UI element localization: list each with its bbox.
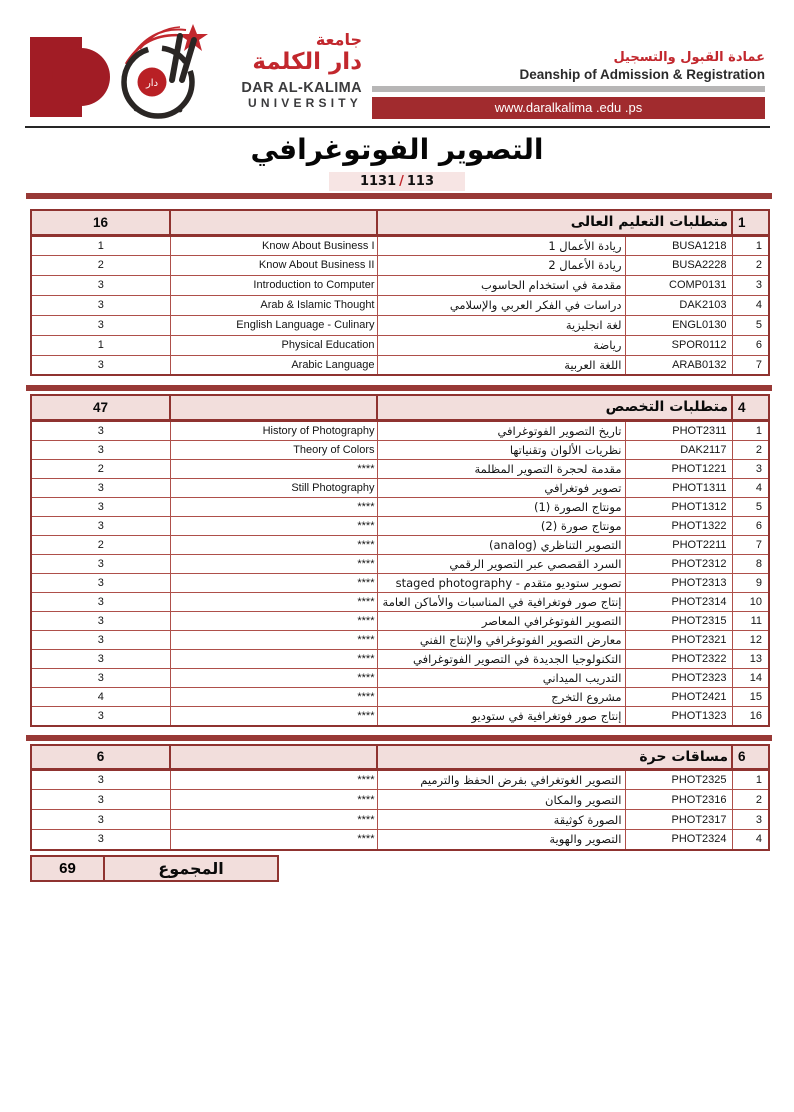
course-name-arabic: التدريب الميداني [377, 668, 625, 687]
section-title-spacer [170, 395, 377, 420]
course-credits: 3 [31, 592, 170, 611]
course-row-number: 1 [732, 420, 769, 440]
program-title: التصوير الفوتوغرافي [250, 133, 544, 166]
course-row-number: 12 [732, 630, 769, 649]
section-title: مساقات حرة [377, 745, 732, 770]
course-code: DAK2117 [625, 440, 732, 459]
course-row-number: 8 [732, 554, 769, 573]
course-credits: 1 [31, 235, 170, 255]
section-header-row [31, 210, 769, 235]
section-id: 4 [732, 395, 769, 420]
course-name-english: **** [170, 554, 377, 573]
course-row-number: 15 [732, 687, 769, 706]
grand-total-label: المجموع [158, 858, 224, 878]
section-title: متطلبات التعليم العالى [377, 210, 732, 235]
course-row [31, 275, 769, 295]
course-code: PHOT2421 [625, 687, 732, 706]
course-credits: 3 [31, 420, 170, 440]
course-name-english: **** [170, 706, 377, 726]
course-row [31, 235, 769, 255]
course-name-arabic: التصوير التناظري (analog) [377, 535, 625, 554]
course-name-english: Know About Business I [170, 235, 377, 255]
course-credits: 3 [31, 275, 170, 295]
course-row-number: 5 [732, 497, 769, 516]
course-row [31, 592, 769, 611]
course-name-arabic: اللغة العربية [377, 355, 625, 375]
course-code: PHOT2323 [625, 668, 732, 687]
course-name-english: Know About Business II [170, 255, 377, 275]
course-row-number: 13 [732, 649, 769, 668]
course-credits: 3 [31, 554, 170, 573]
course-row [31, 516, 769, 535]
course-code: PHOT2324 [625, 830, 732, 850]
course-row-number: 2 [732, 440, 769, 459]
table-major-requirements [30, 394, 770, 727]
course-name-arabic: التصوير والهوية [377, 830, 625, 850]
course-name-arabic: تاريخ التصوير الفوتوغرافي [377, 420, 625, 440]
section-header-row [31, 745, 769, 770]
course-row [31, 440, 769, 459]
course-row [31, 420, 769, 440]
course-row [31, 810, 769, 830]
section-id: 6 [732, 745, 769, 770]
course-code: PHOT1221 [625, 459, 732, 478]
course-code: PHOT2321 [625, 630, 732, 649]
course-row-number: 16 [732, 706, 769, 726]
course-name-arabic: إنتاج صور فوتغرافية في المناسبات والأماكن العامة [377, 592, 625, 611]
course-name-arabic: التكنولوجيا الجديدة في التصوير الفوتوغرافي [377, 649, 625, 668]
course-row-number: 11 [732, 611, 769, 630]
course-name-arabic: مونتاج الصورة (1) [377, 497, 625, 516]
course-name-english: Introduction to Computer [170, 275, 377, 295]
course-row [31, 459, 769, 478]
course-name-arabic: إنتاج صور فوتغرافية في ستوديو [377, 706, 625, 726]
course-row-number: 4 [732, 478, 769, 497]
course-credits: 2 [31, 535, 170, 554]
course-name-arabic: مقدمة لحجرة التصوير المظلمة [377, 459, 625, 478]
course-name-english: **** [170, 611, 377, 630]
website-url-bar: www.daralkalima .edu .ps [372, 97, 765, 119]
course-name-english: **** [170, 668, 377, 687]
university-name-ar-line2: دار الكلمة [252, 49, 362, 75]
course-code: PHOT1323 [625, 706, 732, 726]
curriculum-content [30, 193, 768, 882]
course-row-number: 6 [732, 516, 769, 535]
course-name-arabic: ريادة الأعمال 2 [377, 255, 625, 275]
course-credits: 3 [31, 611, 170, 630]
university-name-ar-line1: جامعة [315, 30, 362, 49]
deanship-title-arabic: عمادة القبول والتسجيل [613, 50, 765, 65]
program-code-first: 1131 [359, 174, 397, 189]
course-name-arabic: لغة انجليزية [377, 315, 625, 335]
course-row-number: 10 [732, 592, 769, 611]
course-row-number: 2 [732, 255, 769, 275]
program-code-strip [329, 172, 465, 191]
course-code: PHOT2316 [625, 790, 732, 810]
course-name-arabic: ريادة الأعمال 1 [377, 235, 625, 255]
course-row [31, 497, 769, 516]
course-credits: 3 [31, 810, 170, 830]
section-separator-bar [26, 385, 772, 391]
course-name-arabic: الصورة كوثيقة [377, 810, 625, 830]
course-code: PHOT1311 [625, 478, 732, 497]
course-credits: 3 [31, 355, 170, 375]
section-separator-bar [26, 735, 772, 741]
course-name-english: **** [170, 459, 377, 478]
course-row [31, 355, 769, 375]
course-row [31, 573, 769, 592]
course-name-english: **** [170, 573, 377, 592]
course-row-number: 14 [732, 668, 769, 687]
course-row-number: 1 [732, 235, 769, 255]
university-name-en-line2: UNIVERSITY [247, 96, 362, 110]
course-row-number: 2 [732, 790, 769, 810]
course-name-english: **** [170, 810, 377, 830]
course-credits: 2 [31, 459, 170, 478]
course-row-number: 5 [732, 315, 769, 335]
course-row-number: 3 [732, 810, 769, 830]
program-code-separator: / [399, 174, 404, 189]
course-row [31, 668, 769, 687]
course-name-arabic: دراسات في الفكر العربي والإسلامي [377, 295, 625, 315]
course-name-english: Theory of Colors [170, 440, 377, 459]
course-credits: 3 [31, 315, 170, 335]
course-code: BUSA1218 [625, 235, 732, 255]
course-code: BUSA2228 [625, 255, 732, 275]
course-name-english: **** [170, 630, 377, 649]
course-code: PHOT2311 [625, 420, 732, 440]
course-name-english: **** [170, 830, 377, 850]
course-name-arabic: مشروع التخرج [377, 687, 625, 706]
course-name-english: **** [170, 535, 377, 554]
course-credits: 3 [31, 790, 170, 810]
course-row [31, 478, 769, 497]
course-row [31, 295, 769, 315]
course-name-english: **** [170, 770, 377, 790]
course-code: ENGL0130 [625, 315, 732, 335]
section-header-row [31, 395, 769, 420]
course-row [31, 649, 769, 668]
university-name-block [238, 31, 362, 110]
svg-text:دار: دار [145, 78, 159, 89]
course-code: PHOT2325 [625, 770, 732, 790]
section-title: متطلبات التخصص [377, 395, 732, 420]
section-title-spacer [170, 210, 377, 235]
course-credits: 3 [31, 516, 170, 535]
course-row [31, 790, 769, 810]
grand-total-value: 69 [32, 857, 105, 880]
course-code: DAK2103 [625, 295, 732, 315]
course-credits: 3 [31, 497, 170, 516]
course-name-arabic: تصوير ستوديو متقدم - staged photography [377, 573, 625, 592]
course-name-arabic: التصوير الغوتغرافي بفرض الحفظ والترميم [377, 770, 625, 790]
course-row [31, 315, 769, 335]
course-credits: 3 [31, 630, 170, 649]
course-credits: 3 [31, 295, 170, 315]
table-higher-education-requirements [30, 209, 770, 376]
course-name-english: **** [170, 516, 377, 535]
course-code: PHOT2314 [625, 592, 732, 611]
course-row [31, 687, 769, 706]
course-credits: 3 [31, 649, 170, 668]
course-name-arabic: نظريات الألوان وتقنياتها [377, 440, 625, 459]
course-row [31, 335, 769, 355]
course-code: PHOT2315 [625, 611, 732, 630]
course-row-number: 7 [732, 355, 769, 375]
course-name-english: History of Photography [170, 420, 377, 440]
course-row-number: 3 [732, 275, 769, 295]
course-name-arabic: التصوير الفوتوغرافي المعاصر [377, 611, 625, 630]
section-total-credits: 47 [31, 395, 170, 420]
course-row-number: 6 [732, 335, 769, 355]
course-code: PHOT2211 [625, 535, 732, 554]
course-name-english: **** [170, 790, 377, 810]
course-credits: 4 [31, 687, 170, 706]
course-name-arabic: معارض التصوير الفوتوغرافي والإنتاج الفني [377, 630, 625, 649]
course-name-arabic: التصوير والمكان [377, 790, 625, 810]
course-row [31, 706, 769, 726]
course-row-number: 4 [732, 830, 769, 850]
course-row-number: 9 [732, 573, 769, 592]
course-name-arabic: رياضة [377, 335, 625, 355]
course-row [31, 554, 769, 573]
course-credits: 1 [31, 335, 170, 355]
section-separator-bar [26, 193, 772, 199]
course-name-english: Arabic Language [170, 355, 377, 375]
grand-total-box [30, 855, 279, 882]
course-credits: 3 [31, 830, 170, 850]
course-credits: 3 [31, 706, 170, 726]
university-name-en-line1: DAR AL-KALIMA [241, 80, 362, 96]
course-row [31, 535, 769, 554]
program-code-second: 113 [406, 174, 435, 189]
header-divider-line [25, 126, 770, 128]
course-code: PHOT2312 [625, 554, 732, 573]
course-row-number: 3 [732, 459, 769, 478]
course-name-english: **** [170, 687, 377, 706]
course-name-english: **** [170, 592, 377, 611]
course-code: SPOR0112 [625, 335, 732, 355]
course-name-arabic: مقدمة في استخدام الحاسوب [377, 275, 625, 295]
course-code: PHOT2317 [625, 810, 732, 830]
course-code: ARAB0132 [625, 355, 732, 375]
course-name-english: English Language - Culinary [170, 315, 377, 335]
course-code: PHOT2322 [625, 649, 732, 668]
course-name-english: Physical Education [170, 335, 377, 355]
course-name-arabic: مونتاج صورة (2) [377, 516, 625, 535]
course-code: COMP0131 [625, 275, 732, 295]
course-credits: 3 [31, 440, 170, 459]
course-name-english: **** [170, 649, 377, 668]
course-row-number: 1 [732, 770, 769, 790]
section-title-spacer [170, 745, 377, 770]
course-code: PHOT1322 [625, 516, 732, 535]
deanship-title-english: Deanship of Admission & Registration [519, 67, 765, 82]
course-name-arabic: السرد القصصي عبر التصوير الرقمي [377, 554, 625, 573]
section-total-credits: 6 [31, 745, 170, 770]
course-code: PHOT2313 [625, 573, 732, 592]
course-credits: 3 [31, 770, 170, 790]
course-row [31, 255, 769, 275]
course-credits: 3 [31, 573, 170, 592]
course-name-english: **** [170, 497, 377, 516]
course-row [31, 630, 769, 649]
course-credits: 3 [31, 668, 170, 687]
gray-divider-bar [372, 86, 765, 92]
course-row [31, 830, 769, 850]
course-credits: 3 [31, 478, 170, 497]
course-row-number: 7 [732, 535, 769, 554]
course-name-arabic: تصوير فوتغرافي [377, 478, 625, 497]
section-total-credits: 16 [31, 210, 170, 235]
course-row-number: 4 [732, 295, 769, 315]
university-logo-icon [96, 22, 234, 126]
course-row [31, 611, 769, 630]
table-free-courses [30, 744, 770, 851]
course-name-english: Arab & Islamic Thought [170, 295, 377, 315]
section-id: 1 [732, 210, 769, 235]
course-row [31, 770, 769, 790]
course-credits: 2 [31, 255, 170, 275]
course-code: PHOT1312 [625, 497, 732, 516]
course-name-english: Still Photography [170, 478, 377, 497]
